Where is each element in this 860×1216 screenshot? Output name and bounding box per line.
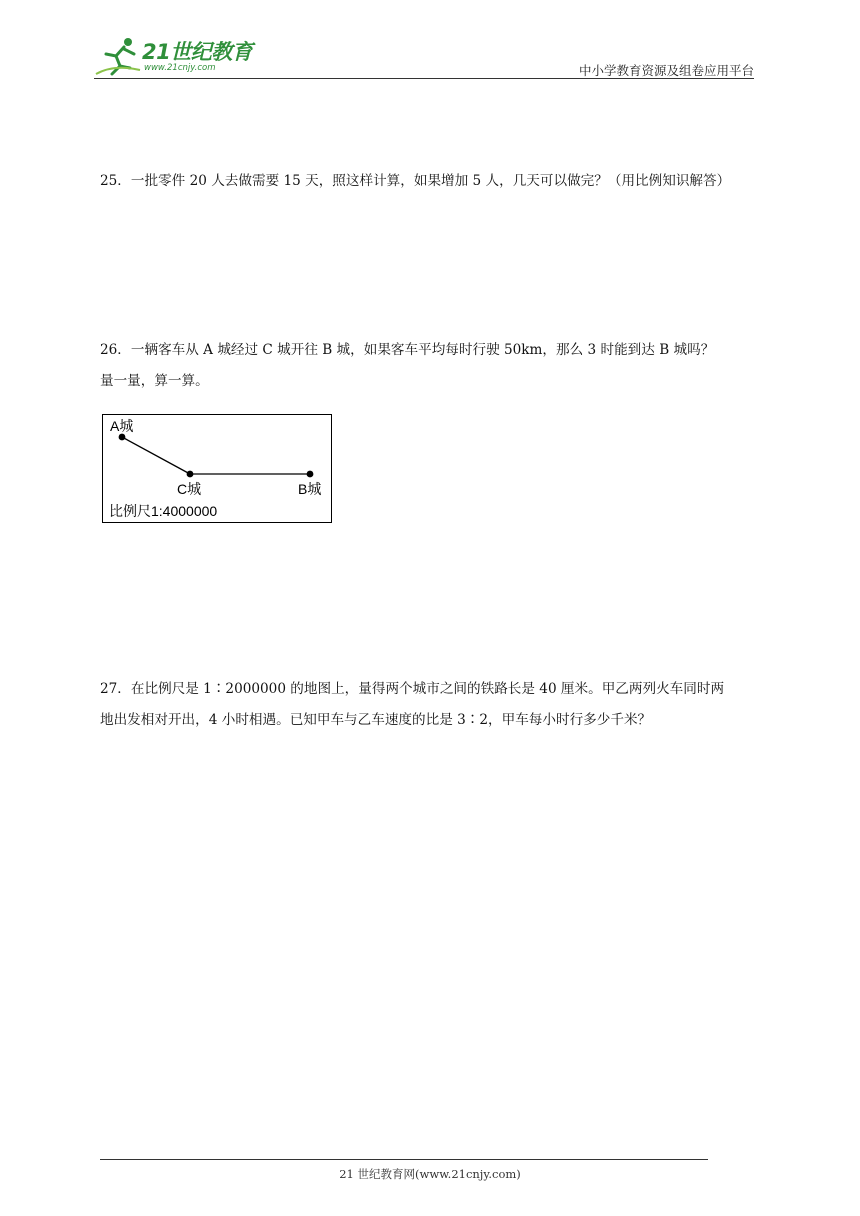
route-map-diagram — [102, 414, 332, 523]
question-26-line-1: 26．一辆客车从 A 城经过 C 城开往 B 城，如果客车平均每时行驶 50km，那么 3 时能到达 B 城吗？ — [100, 342, 715, 358]
logo-text: 21世纪教育 — [142, 40, 253, 64]
site-logo — [94, 34, 264, 80]
question-27 — [100, 674, 760, 736]
question-26-line-2: 量一量，算一算。 — [100, 373, 209, 389]
city-b-label: B城 — [298, 481, 322, 497]
scale-label: 比例尺1:4000000 — [109, 503, 218, 519]
city-a-label: A城 — [110, 418, 134, 434]
footer-text: 21 世纪教育网(www.21cnjy.com) — [339, 1167, 521, 1181]
runner-logo-icon — [94, 34, 142, 78]
question-26 — [100, 335, 760, 397]
city-c-point — [187, 471, 194, 478]
platform-title: 中小学教育资源及组卷应用平台 — [578, 63, 754, 78]
city-c-label: C城 — [177, 481, 202, 497]
question-27-line-1: 27．在比例尺是 1∶2000000 的地图上，量得两个城市之间的铁路长是 40 厘米。甲乙两列火车同时两 — [100, 681, 725, 697]
question-25 — [100, 166, 760, 197]
city-b-point — [307, 471, 314, 478]
footer-divider — [100, 1159, 708, 1160]
logo-url: www.21cnjy.com — [144, 63, 216, 73]
header-divider — [94, 78, 754, 79]
question-27-line-2: 地出发相对开出，4 小时相遇。已知甲车与乙车速度的比是 3∶2，甲车每小时行多少千米？ — [100, 712, 652, 728]
question-25-line-1: 25．一批零件 20 人去做需要 15 天，照这样计算，如果增加 5 人，几天可以做完？（用比例知识解答） — [100, 173, 731, 189]
